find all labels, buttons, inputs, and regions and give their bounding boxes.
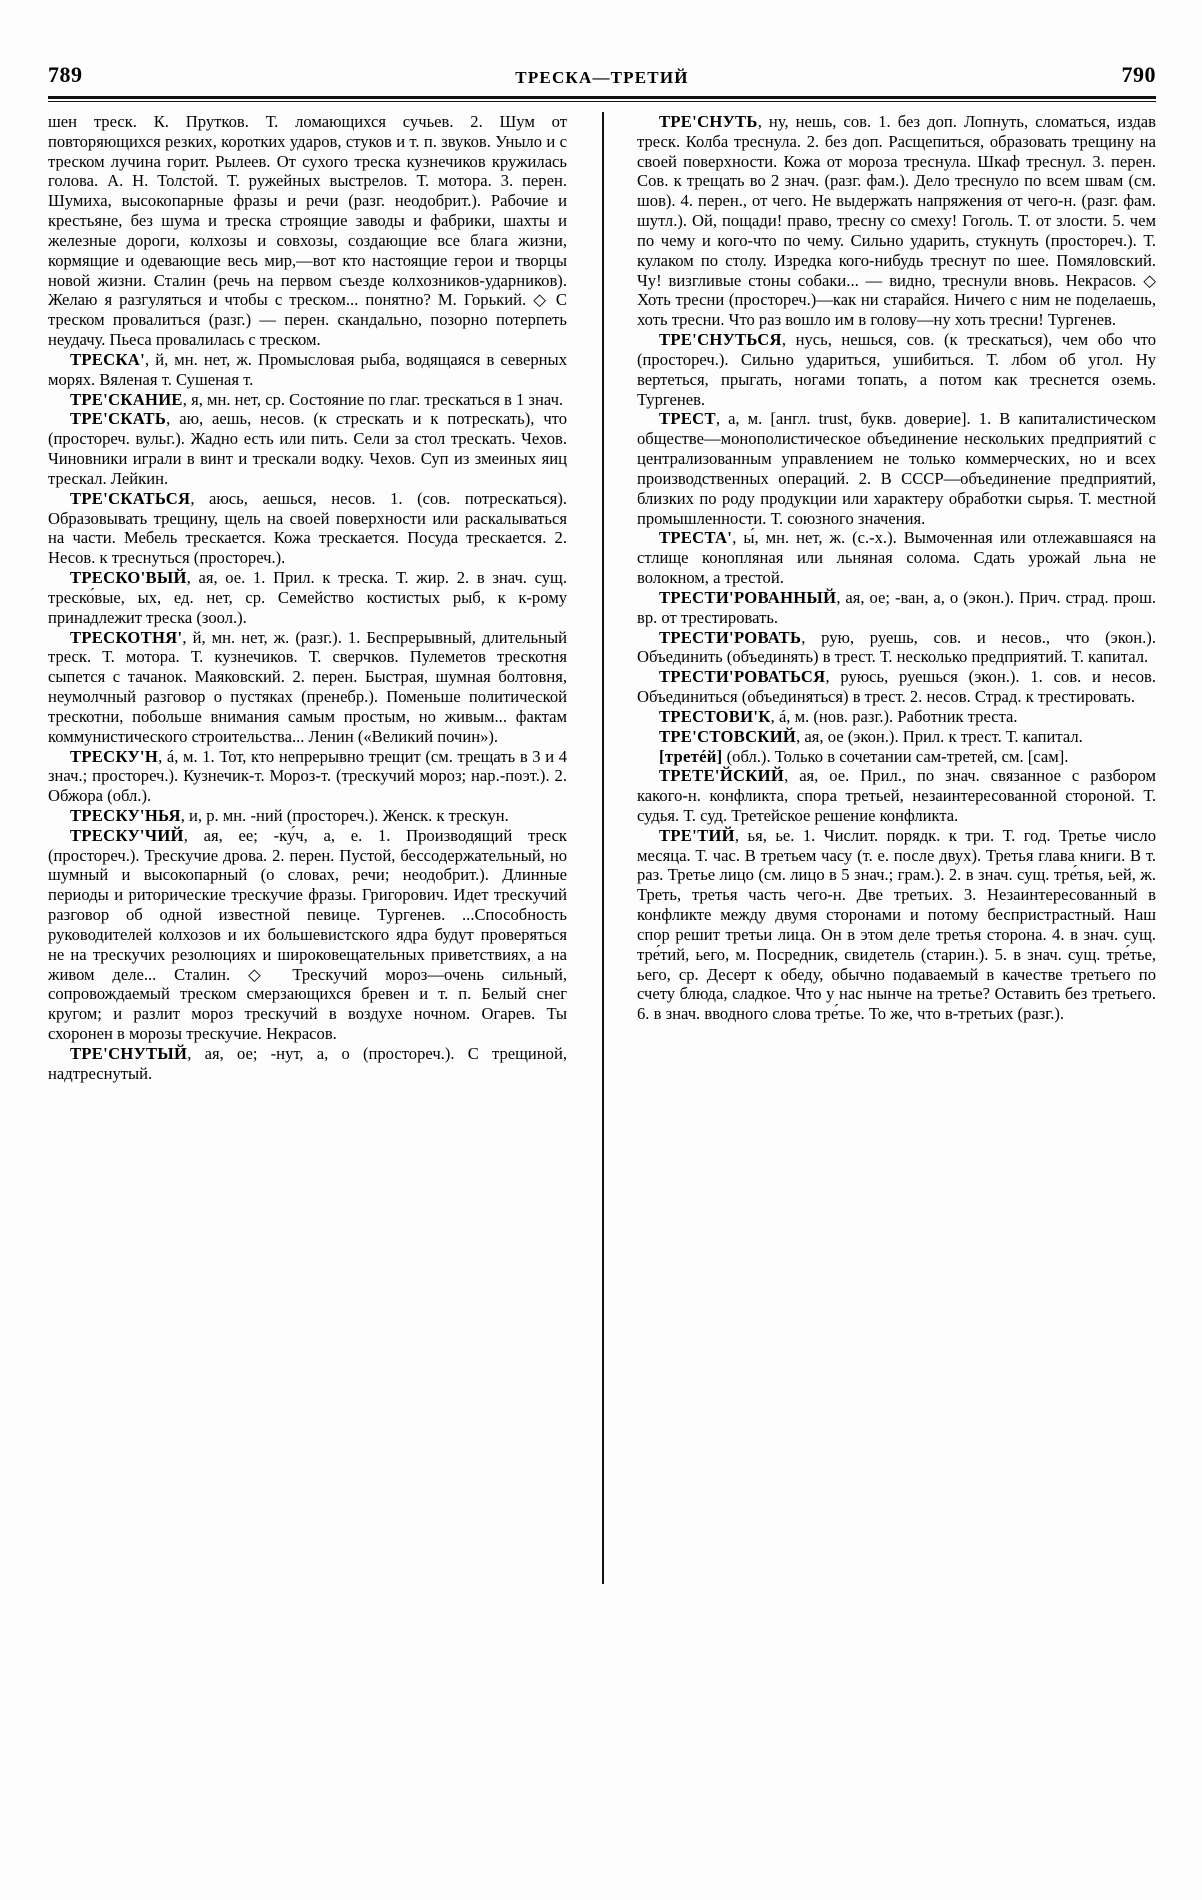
dictionary-entry [48, 489, 567, 568]
dictionary-entry [48, 568, 567, 627]
dictionary-entry [637, 528, 1156, 587]
entry-headword: ТРЕТЕ'ЙСКИЙ [659, 766, 785, 786]
dictionary-entry [637, 112, 1156, 330]
entry-headword: [третéй] [659, 746, 723, 766]
entry-definition: , й, мн. нет, ж. Промысловая рыба, водящаяся в северных морях. Вяленая т. Сушеная т. [48, 349, 567, 389]
entry-headword: ТРЕ'СКАНИЕ [70, 389, 183, 409]
entry-headword: ТРЕСКОТНЯ' [70, 627, 183, 647]
header-rule-thin [48, 101, 1156, 102]
entry-definition: , ая, ое. 1. Прил. к треска. Т. жир. 2. в знач. сущ. треско́вые, ых, ед. нет, ср. Семейство костистых рыб, к к-рому принадлежит треска (зоол.). [48, 568, 567, 627]
entry-headword: ТРЕСКА' [70, 349, 145, 369]
entry-headword: ТРЕ'СНУТЬСЯ [659, 330, 782, 350]
dictionary-entry [48, 350, 567, 390]
entry-definition: , ья, ье. 1. Числит. порядк. к три. Т. год. Третье число месяца. Т. час. В третьем часу (т. е. после двух). Третья глава книги. В т. раз. Третье лицо (см. лицо в 5 знач.; грам.). 2. в знач. сущ. тре́тья, ьей, ж. Треть, третья часть чего-н. Две третьих. 3. Незаинтересованный в конфликте между двумя сторонами и потому беспристрастный. Наш спор решит третьи лица. Он в этом деле третья сторона. 4. в знач. сущ. тре́тий, ьего, м. Посредник, свидетель (старин.). 5. в знач. сущ. тре́тье, ьего, ср. Десерт к обеду, обычно подаваемый в качестве третьего по счету блюда, сладкое. Что у нас нынче на третье? Оставить без третьего. 6. в знач. вводного слова тре́тье. То же, что в-третьих (разг.). [637, 825, 1156, 1024]
entry-continuation: шен треск. К. Прутков. Т. ломающихся сучьев. 2. Шум от повторяющихся резких, коротких ударов, стуков и т. п. звуков. Уныло и с треском лучина горит. Рылеев. От сухого треска кузнечиков кружилась голова. А. Н. Толстой. Т. ружейных выстрелов. Т. мотора. 3. перен. Шумиха, высокопарные фразы и речи (разг. неодобрит.). Рабочие и крестьяне, без шума и треска строящие заводы и фабрики, шахты и железные дороги, колхозы и совхозы, создающие все блага жизни, кормящие и одевающие весь мир,—вот кто настоящие герои и творцы новой жизни. Сталин (речь на первом съезде колхозников-ударников). Желаю я разгуляться и чтобы с треском... понятно? М. Горький. ◇ С треском провалиться (разг.) — перен. скандально, позорно потерпеть неудачу. Пьеса провалилась с треском. [48, 112, 567, 350]
entry-definition: , аю, аешь, несов. (к стрескать и к потрескать), что (простореч. вульг.). Жадно есть или пить. Сели за стол трескать. Чехов. Чиновники играли в винт и трескали водку. Чехов. Суп из змеиных яиц трескал. Лейкин. [48, 409, 567, 488]
dictionary-entry [637, 588, 1156, 628]
dictionary-entry [637, 330, 1156, 409]
column-right [637, 112, 1156, 1852]
entry-headword: ТРЕСТИ'РОВАТЬ [659, 627, 802, 647]
entry-definition: (обл.). Только в сочетании сам-третей, см. [сам]. [722, 746, 1069, 766]
entry-definition: , ая, ое; -нут, а, о (простореч.). С трещиной, надтреснутый. [48, 1043, 567, 1083]
dictionary-entry [637, 766, 1156, 825]
entry-headword: ТРЕСКУ'ЧИЙ [70, 825, 184, 845]
entry-definition: , ая, ое. Прил., по знач. связанное с разбором какого-н. конфликта, спора третьей, незаинтересованной стороной. Т. судья. Т. суд. Третейское решение конфликта. [637, 766, 1156, 825]
page-number-left: 789 [48, 62, 83, 87]
entry-headword: ТРЕСКУ'Н [70, 746, 159, 766]
dictionary-entry [637, 727, 1156, 747]
entry-definition: , ну, нешь, сов. 1. без доп. Лопнуть, сломаться, издав треск. Колба треснула. 2. без доп. Расщепиться, образовать трещину на своей поверхности. Кожа от мороза треснула. Шкаф треснул. 3. перен. Сов. к трещать во 2 знач. (разг. фам.). Дело треснуло по всем швам (см. шов). 4. перен., от чего. Не выдержать напряжения от чего-н. (разг. фам. шутл.). Ой, пощади! право, тресну со смеху! Гоголь. Т. от злости. 5. чем по чему и кого-что по чему. Сильно ударить, стукнуть (простореч.). Т. кулаком по столу. Изредка кого-нибудь треснут по шее. Помяловский. Чу! визгливые стоны собаки... — видно, треснули вновь. Некрасов. ◇ Хоть тресни (простореч.)—как ни старайся. Ничего с ним не поделаешь, хоть тресни. Что раз вошло им в голову—ну хоть тресни! Тургенев. [637, 112, 1156, 330]
entry-definition: , нусь, нешься, сов. (к трескаться), чем обо что (простореч.). Сильно удариться, ушибиться. Т. лбом об угол. Ну вертеться, прыгать, ногами топать, а потом как треснется оземь. Тургенев. [637, 330, 1156, 409]
entry-definition: , ая, ое; -ван, а, о (экон.). Прич. страд. прош. вр. от трестировать. [637, 587, 1156, 627]
entry-headword: ТРЕСКО'ВЫЙ [70, 568, 187, 588]
dictionary-entry [48, 806, 567, 826]
entry-headword: ТРЕСТИ'РОВАННЫЙ [659, 587, 837, 607]
entry-definition: , и, р. мн. -ний (простореч.). Женск. к трескун. [180, 805, 509, 825]
dictionary-entry [637, 628, 1156, 668]
entry-definition: , ая, ое (экон.). Прил. к трест. Т. капитал. [796, 726, 1083, 746]
column-gutter [567, 112, 637, 1852]
dictionary-entry [637, 826, 1156, 1024]
dictionary-entry [48, 390, 567, 410]
entry-definition: , ая, ее; -ку́ч, а, е. 1. Производящий треск (простореч.). Трескучие дрова. 2. перен. Пустой, бессодержательный, но шумный и высокопарный (о словах, речи; неодобрит.). Длинные периоды и риторические трескучие фразы. Григорович. Идет трескучий разговор об одной известной певице. Тургенев. ...Способность руководителей колхозов и их большевистского ядра будут проверяться не на трескучих резолюциях и широковещательных приветствиях, а на живом деле... Сталин. ◇ Трескучий мороз—очень сильный, сопровождаемый треском смерзающихся бревен и т. п. Белый снег кругом; и разлит мороз трескучий в воздухе ночном. Огарев. Ты схоронен в морозы трескучие. Некрасов. [48, 825, 567, 1044]
header-rule-thick [48, 96, 1156, 99]
entry-headword: ТРЕСТА' [659, 528, 733, 548]
dictionary-entry [48, 1044, 567, 1084]
entry-headword: ТРЕ'СКАТЬ [70, 409, 167, 429]
entry-definition: , ы́, мн. нет, ж. (с.-х.). Вымоченная или отлежавшаяся на стлище конопляная или льняная солома. Сдать урожай льна не волокном, а трестой. [637, 528, 1156, 588]
dictionary-entry [48, 747, 567, 806]
entry-headword: ТРЕСТОВИ'К [659, 706, 771, 726]
dictionary-entry [48, 826, 567, 1044]
entry-headword: ТРЕ'СКАТЬСЯ [70, 488, 191, 508]
dictionary-entry [637, 747, 1156, 767]
dictionary-entry [637, 409, 1156, 528]
entry-headword: ТРЕСКУ'НЬЯ [70, 805, 181, 825]
entry-definition: , й, мн. нет, ж. (разг.). 1. Беспрерывный, длительный треск. Т. мотора. Т. кузнечиков. Т. сверчков. Пулеметов трескотня сыпется с тачанок. Маяковский. 2. перен. Быстрая, шумная болтовня, неумолчный разговор о пустяках (пренебр.). Поменьше политической трескотни, побольше внимания самым простым, но живым... фактам коммунистического строительства... Ленин («Великий почин»). [48, 627, 567, 746]
entry-headword: ТРЕСТ [659, 409, 716, 429]
entry-definition: , аюсь, аешься, несов. 1. (сов. потрескаться). Образовывать трещину, щель на своей поверхности или раскалываться на части. Мебель трескается. Кожа трескается. Посуда трескается. 2. Несов. к треснуться (простореч.). [48, 488, 567, 568]
entry-definition: , а, м. [англ. trust, букв. доверие]. 1. В капиталистическом обществе—монополистическое объединение нескольких предприятий с централизованным управлением не только коммерческих, но и всех производственных операций. 2. В СССР—объединение предприятий, близких по роду продукции или характеру обработки сырья. Т. местной промышленности. Т. союзного значения. [637, 409, 1156, 528]
entry-headword: ТРЕ'СНУТЬ [659, 112, 758, 131]
running-head [48, 52, 1156, 86]
entry-headword: ТРЕ'СНУТЫЙ [70, 1043, 188, 1063]
dictionary-entry [637, 667, 1156, 707]
entry-definition: , рую, руешь, сов. и несов., что (экон.). Объединить (объединять) в трест. Т. несколько предприятий. Т. капитал. [637, 627, 1156, 667]
entry-definition: , руюсь, руешься (экон.). 1. сов. и несов. Объединиться (объединяться) в трест. 2. несов. Страд. к трестировать. [637, 667, 1156, 707]
text-columns [48, 112, 1156, 1852]
entry-definition: , á, м. (нов. разг.). Работник треста. [770, 706, 1018, 726]
column-divider [602, 112, 604, 1584]
entry-definition: , я, мн. нет, ср. Состояние по глаг. трескаться в 1 знач. [182, 389, 564, 409]
entry-headword: ТРЕ'СТОВСКИЙ [659, 726, 797, 746]
dictionary-entry [48, 628, 567, 747]
running-head-title: ТРЕСКА—ТРЕТИЙ [515, 68, 689, 87]
page-number-right: 790 [1121, 62, 1156, 87]
entry-headword: ТРЕ'ТИЙ [659, 825, 735, 845]
dictionary-entry [48, 409, 567, 488]
entry-definition: , á, м. 1. Тот, кто непрерывно трещит (см. трещать в 3 и 4 знач.; простореч.). Кузнечик-т. Мороз-т. (трескучий мороз; нар.-поэт.). 2. Обжора (обл.). [48, 746, 567, 806]
column-left [48, 112, 567, 1852]
entry-headword: ТРЕСТИ'РОВАТЬСЯ [659, 667, 826, 687]
dictionary-entry [637, 707, 1156, 727]
